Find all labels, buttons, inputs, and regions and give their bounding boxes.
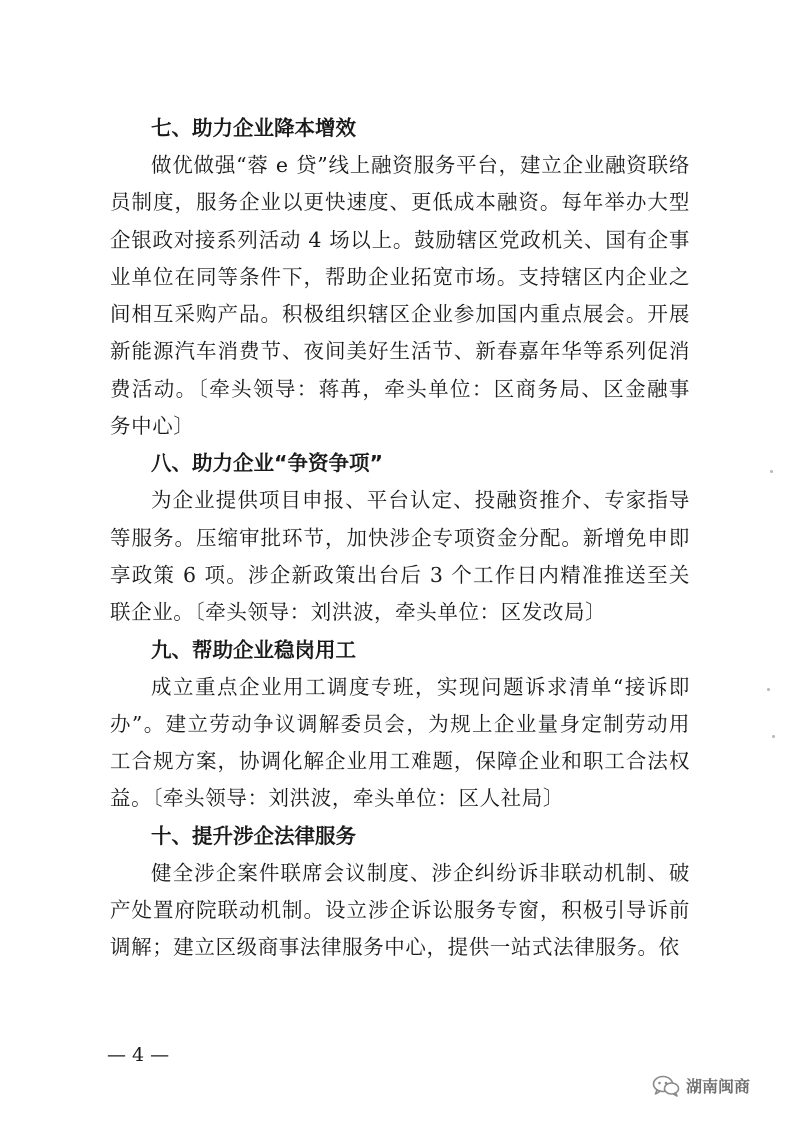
- page-number: — 4 —: [107, 1044, 170, 1066]
- wechat-icon: [652, 1075, 680, 1097]
- section-heading-9: 九、帮助企业稳岗用工: [151, 637, 356, 662]
- section-heading-8: 八、助力企业“争资争项”: [151, 451, 383, 476]
- watermark-text: 湖南闽商: [686, 1077, 751, 1096]
- scan-speck: [770, 470, 773, 473]
- section-heading-7: 七、助力企业降本增效: [151, 116, 356, 140]
- section-paragraph-8: 为企业提供项目申报、平台认定、投融资推介、专家指导等服务。压缩审批环节，加快涉企专项资金分配。新增免申即享政策 6 项。涉企新政策出台后 3 个工作日内精准推送至关联企业。〔牵头领导：刘洪波，牵头单位：区发改局〕: [110, 488, 690, 625]
- source-watermark: [652, 1074, 750, 1097]
- document-body: [110, 110, 690, 967]
- scan-speck: [772, 735, 775, 738]
- section-paragraph-7: 做优做强“蓉 e 贷”线上融资服务平台，建立企业融资联络员制度，服务企业以更快速度、更低成本融资。每年举办大型企银政对接系列活动 4 场以上。鼓励辖区党政机关、国有企事业单位在同等条件下，帮助企业拓宽市场。支持辖区内企业之间相互采购产品。积极组织辖区企业参加国内重点展会。开展新能源汽车消费节、夜间美好生活节、新春嘉年华等系列促消费活动。〔牵头领导：蒋苒，牵头单位：区商务局、区金融事务中心〕: [110, 153, 690, 439]
- section-paragraph-10: 健全涉企案件联席会议制度、涉企纠纷诉非联动机制、破产处置府院联动机制。设立涉企诉讼服务专窗，积极引导诉前调解；建立区级商事法律服务中心，提供一站式法律服务。依: [110, 860, 690, 960]
- section-paragraph-9: 成立重点企业用工调度专班，实现问题诉求清单“接诉即办”。建立劳动争议调解委员会，为规上企业量身定制劳动用工合规方案，协调化解企业用工难题，保障企业和职工合法权益。〔牵头领导：刘洪波，牵头单位：区人社局〕: [110, 674, 690, 811]
- section-heading-10: 十、提升涉企法律服务: [151, 823, 356, 848]
- scan-speck: [767, 688, 770, 691]
